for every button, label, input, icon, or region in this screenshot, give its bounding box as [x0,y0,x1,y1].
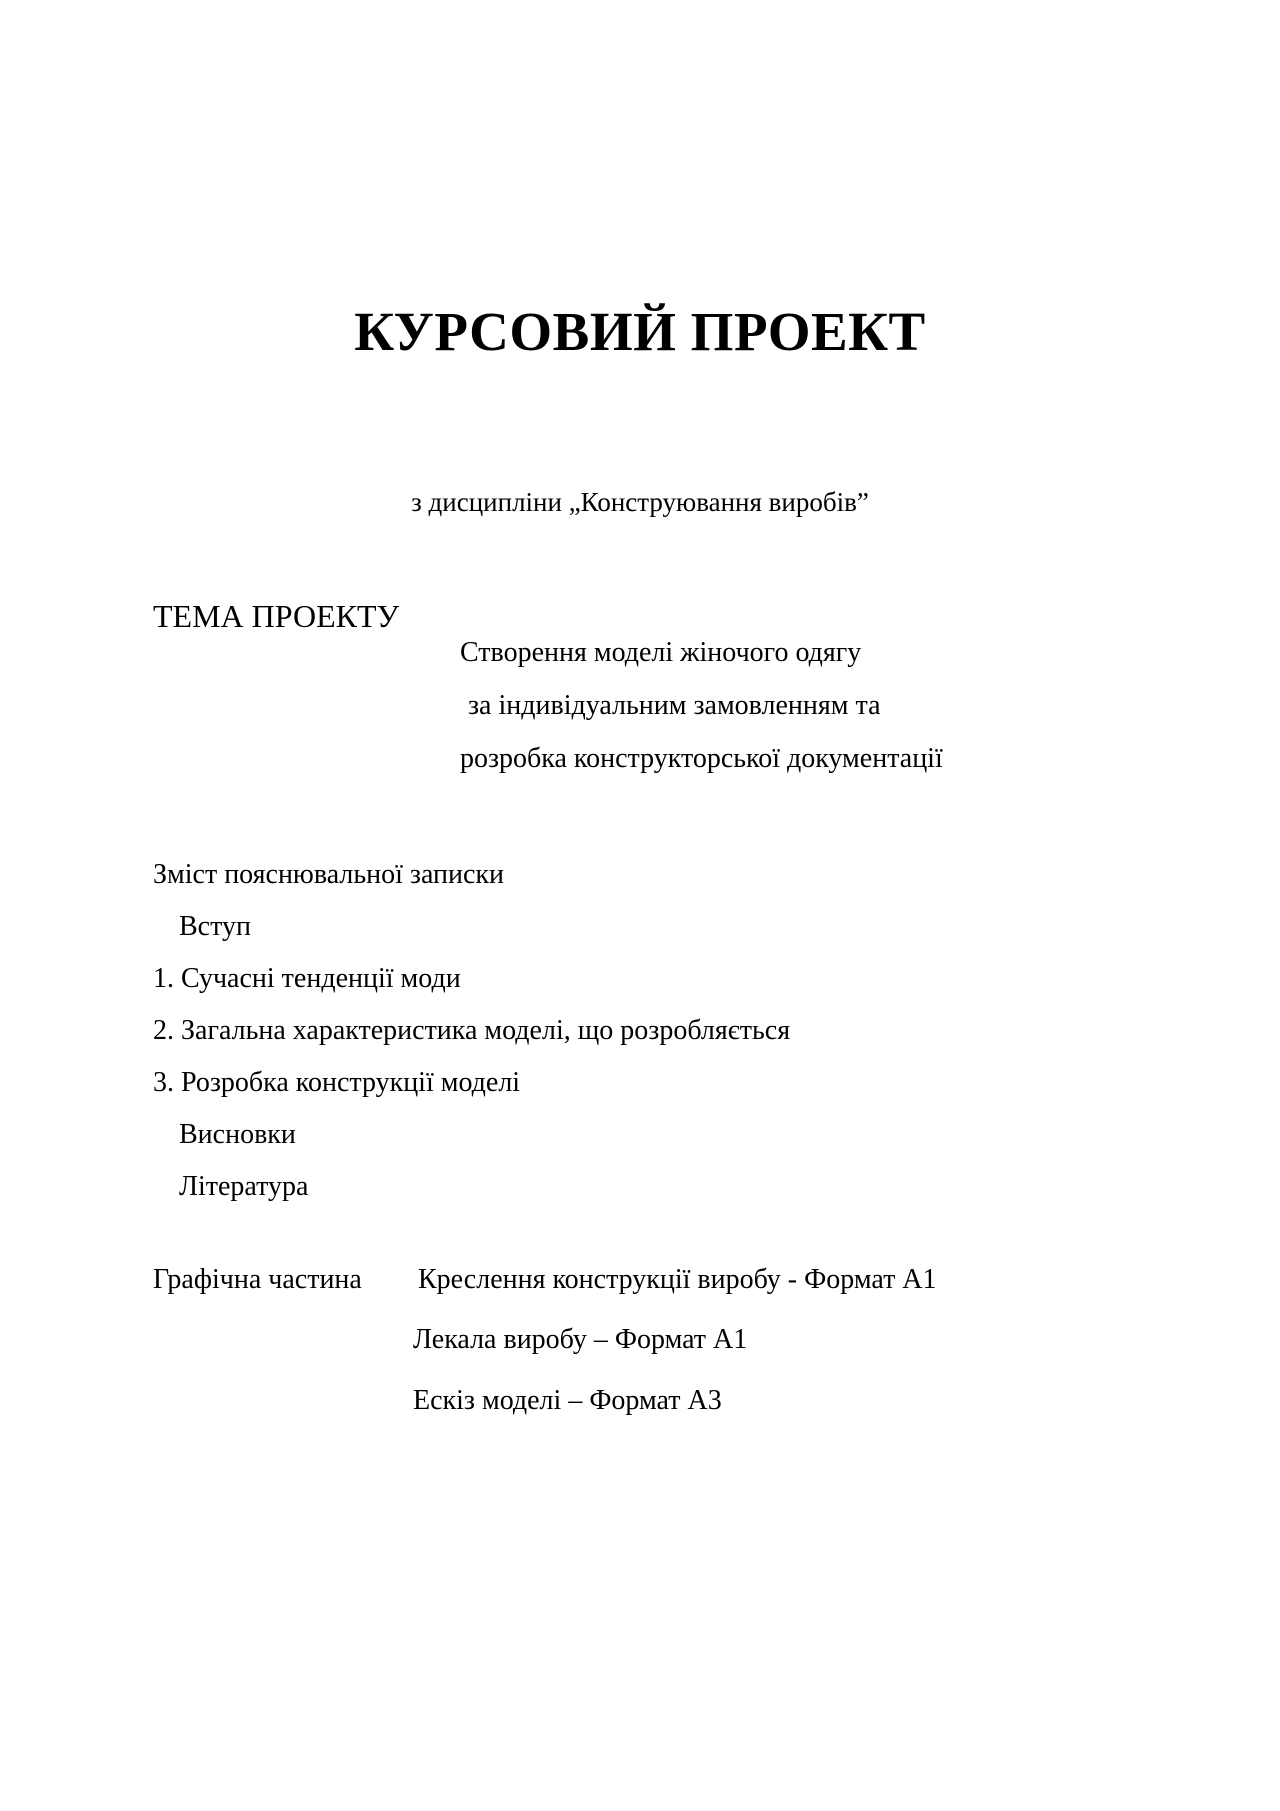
contents-item-2: 2. Загальна характеристика моделі, що розробляється [153,1015,791,1046]
topic-line-1: Створення моделі жіночого одягу [460,637,862,668]
graphic-part-label: Графічна частина [153,1264,362,1295]
topic-line-3: розробка конструкторської документації [460,743,943,774]
contents-item-literature: Література [179,1171,309,1202]
contents-item-conclusions: Висновки [179,1119,296,1150]
graphic-item-sketch: Ескіз моделі – Формат А3 [413,1385,722,1416]
graphic-item-patterns: Лекала виробу – Формат А1 [413,1324,748,1355]
contents-item-1: 1. Сучасні тенденції моди [153,963,461,994]
contents-heading: Зміст пояснювальної записки [153,859,504,890]
graphic-item-drawing: Креслення конструкції виробу - Формат А1 [418,1264,937,1295]
contents-item-3: 3. Розробка конструкції моделі [153,1067,521,1098]
document-title: КУРСОВИЙ ПРОЕКТ [354,301,926,362]
topic-line-2: за індивідуальним замовленням та [468,690,881,721]
contents-item-intro: Вступ [179,911,251,942]
topic-label: ТЕМА ПРОЕКТУ [153,598,400,634]
discipline-line: з дисципліни „Конструювання виробів” [411,487,869,517]
